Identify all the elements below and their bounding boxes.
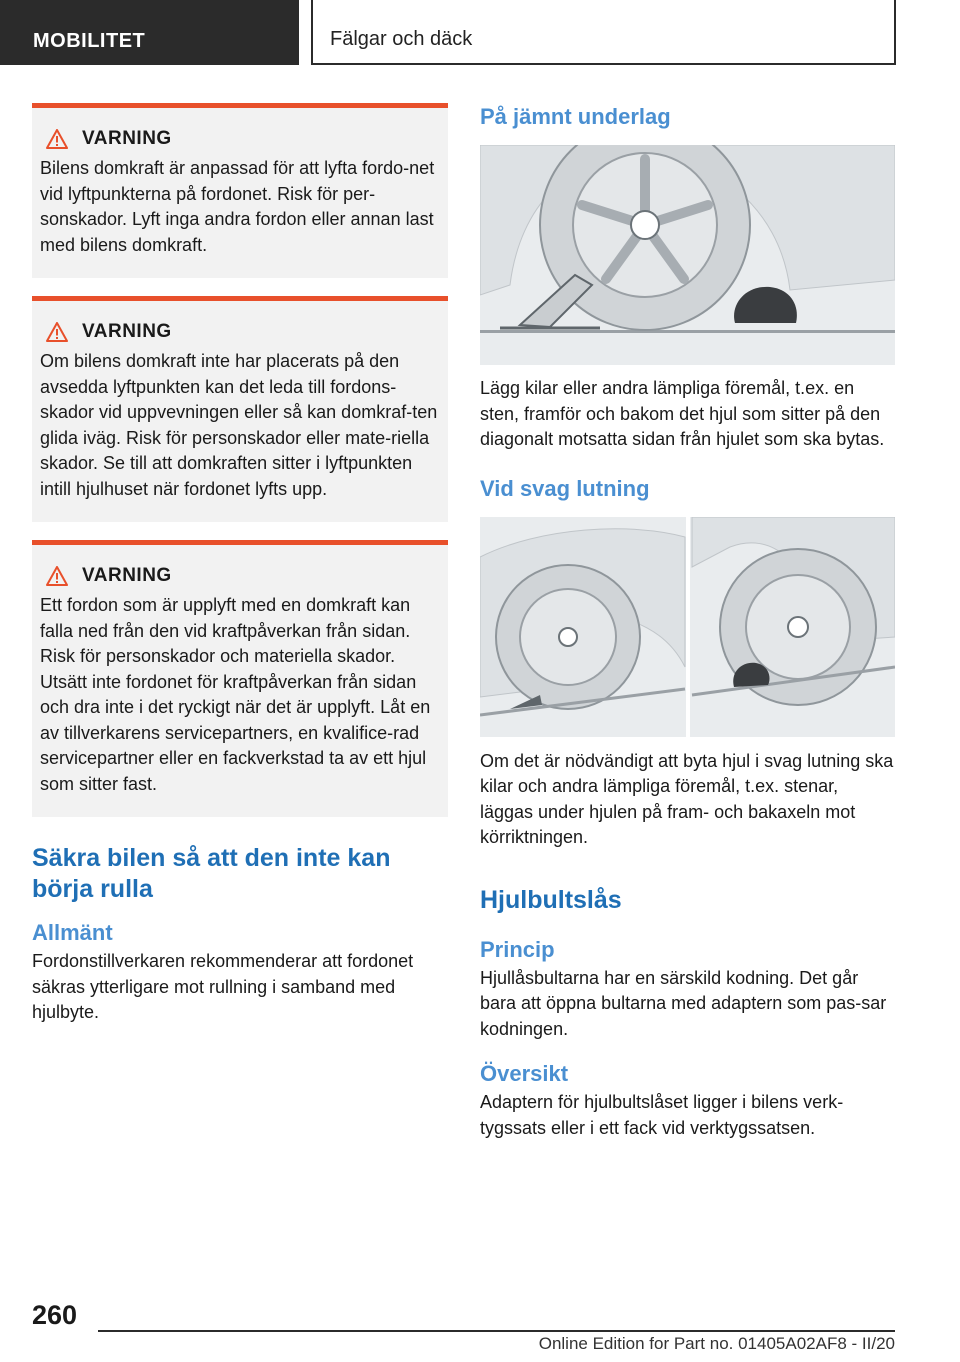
warning-box xyxy=(32,103,448,278)
subsection-heading: På jämnt underlag xyxy=(480,104,671,129)
section-tab xyxy=(0,0,299,65)
left-column xyxy=(32,103,448,1026)
warning-triangle-icon xyxy=(46,566,68,586)
paragraph: Lägg kilar eller andra lämpliga föremål, t.ex. en sten, framför och bakom det hjul som sitter på den diagonalt motsatta sidan från hjulet som ska bytas. xyxy=(480,378,885,449)
subsection-heading: Princip xyxy=(480,936,555,962)
warning-triangle-icon xyxy=(46,129,68,149)
paragraph: Hjullåsbultarna har en särskild kodning. Det går bara att öppna bultarna med adaptern som pas‐sar kodningen. xyxy=(480,967,887,1039)
warning-triangle-icon xyxy=(46,322,68,342)
subsection-heading: Översikt xyxy=(480,1061,569,1086)
paragraph: Om det är nödvändigt att byta hjul i svag lutning ska kilar och andra lämpliga föremål, t.ex. stenar, läggas under hjulen på fram- och bakaxeln mot körriktningen. xyxy=(480,750,894,847)
page-number: 260 xyxy=(32,1300,78,1330)
footer-divider xyxy=(98,1330,895,1332)
chapter-title: Fälgar och däck xyxy=(330,28,473,50)
subsection-heading: Vid svag lutning xyxy=(480,475,650,501)
warning-text: Bilens domkraft är anpassad för att lyfta fordo‐net vid lyftpunkterna på fordonet. Risk för per‐sonskador. Lyft inga andra fordon eller annan last med bilens domkraft. xyxy=(40,158,435,255)
illustration-flat-ground xyxy=(480,145,895,365)
warning-title: VARNING xyxy=(82,321,172,342)
warning-title: VARNING xyxy=(82,565,172,586)
warning-box xyxy=(32,540,448,817)
paragraph: Adaptern för hjulbultslåset ligger i bilens verk‐tygssats eller i ett fack vid verktygssatsen. xyxy=(480,1092,844,1138)
section-label: MOBILITET xyxy=(33,30,146,52)
illustration-slope xyxy=(480,517,895,737)
subsection-heading: Allmänt xyxy=(32,920,113,945)
right-column xyxy=(480,103,895,1141)
warning-text: Ett fordon som är upplyft med en domkraft kan falla ned från den vid kraftpåverkan från sidan. Risk för personskador och materiella skador. Utsätt inte fordonet för kraftpåverkan från sidan och dra inte i det ryckigt när det är upplyft. Låt en av tillverkarens servicepartners, en kvalifice‐rad servicepartner eller en fackverkstad ta av ett hjul som sitter fast. xyxy=(40,595,431,794)
warning-title: VARNING xyxy=(82,128,172,149)
car-slope-illustration xyxy=(480,517,895,737)
car-jack-illustration xyxy=(480,145,895,365)
warning-text: Om bilens domkraft inte har placerats på den avsedda lyftpunkten kan det leda till fordons‐skador vid uppvevningen eller så kan domkraf‐ten glida iväg. Risk för personskador eller mate‐riella skador. Se till att domkraften sitter i lyftpunkten intill hjulhuset när fordonet lyfts upp. xyxy=(40,351,438,499)
edition-text: Online Edition for Part no. 01405A02AF8 - II/20 xyxy=(538,1334,895,1353)
chapter-title-box xyxy=(311,0,896,65)
paragraph: Fordonstillverkaren rekommenderar att fordonet säkras ytterligare mot rullning i samband med hjulbyte. xyxy=(32,951,414,1022)
section-heading: Hjulbultslås xyxy=(480,885,622,914)
section-heading: Säkra bilen så att den inte kan börja rulla xyxy=(32,844,391,903)
warning-box xyxy=(32,296,448,522)
